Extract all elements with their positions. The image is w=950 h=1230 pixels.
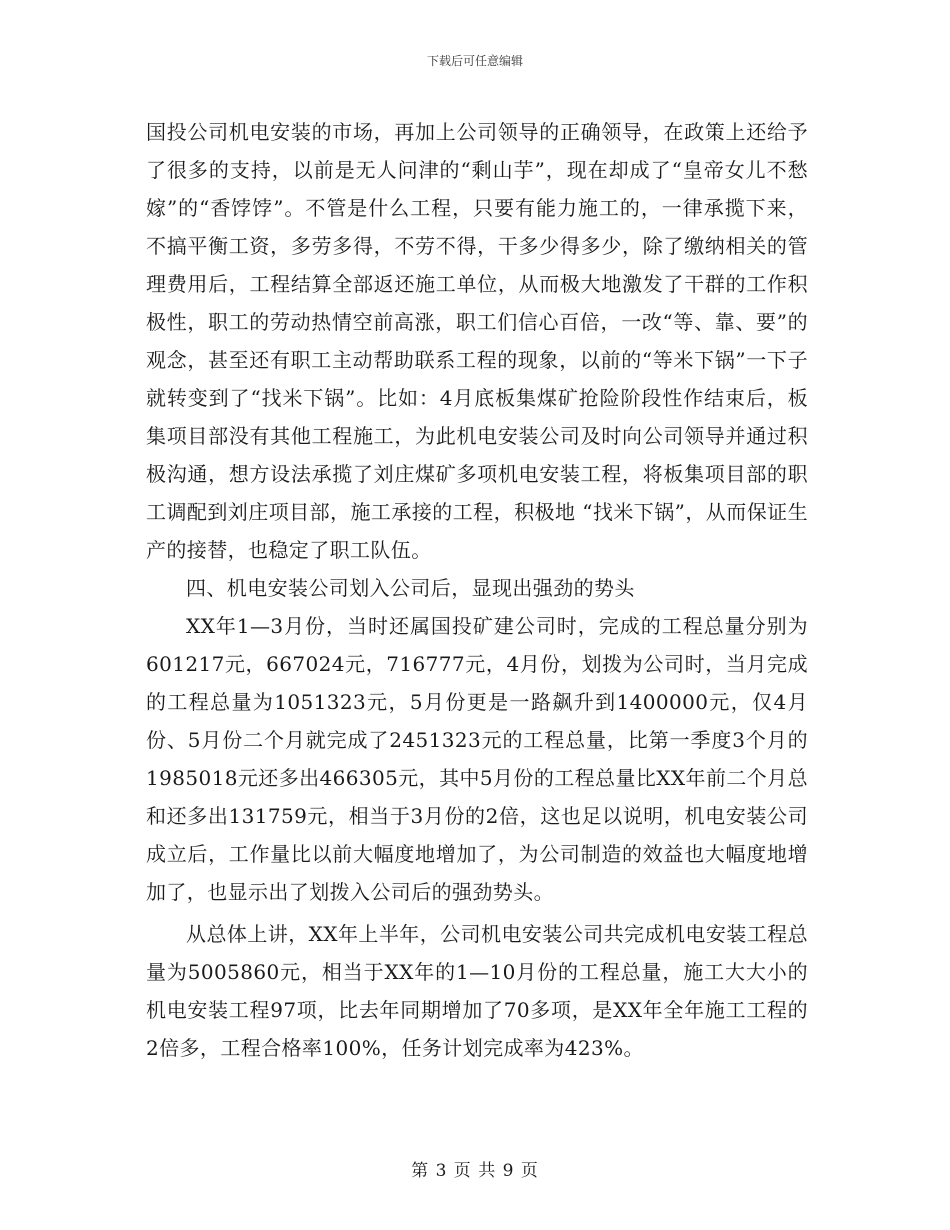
paragraph-quarterly-output: XX年1—3月份，当时还属国投矿建公司时，完成的工程总量分别为601217元，667024元，716777元，4月份，划拨为公司时，当月完成的工程总量为1051323元，5月份更是一路飙升到1400000元，仅4月份、5月份二个月就完成了2451323元的工程总量，比第一季度3个月的1985018元还多出466305元，其中5月份的工程总量比XX年前二个月总和还多出131759元，相当于3月份的2倍，这也足以说明，机电安装公司成立后，工作量比以前大幅度地增加了，为公司制造的效益也大幅度地增加了，也显示出了划拨入公司后的强劲势头。 bbox=[146, 614, 808, 904]
paragraph-half-year-summary: 从总体上讲，XX年上半年，公司机电安装公司共完成机电安装工程总量为5005860元，相当于XX年的1—10月份的工程总量，施工大大小的机电安装工程97项，比去年同期增加了70多项，是XX年全年施工工程的2倍多，工程合格率100%，任务计划完成率为423%。 bbox=[146, 922, 808, 1060]
page-header: 下载后可任意编辑 bbox=[426, 54, 523, 68]
document-body bbox=[146, 113, 808, 1067]
paragraph-continuation: 国投公司机电安装的市场，再加上公司领导的正确领导，在政策上还给予了很多的支持，以前是无人问津的“剩山芋”，现在却成了“皇帝女儿不愁嫁”的“香饽饽”。不管是什么工程，只要有能力施工的，一律承揽下来，不搞平衡工资，多劳多得，不劳不得，干多少得多少，除了缴纳相关的管理费用后，工程结算全部返还施工单位，从而极大地激发了干群的工作积极性，职工的劳动热情空前高涨，职工们信心百倍，一改“等、靠、要”的观念，甚至还有职工主动帮助联系工程的现象，以前的“等米下锅”一下子就转变到了“找米下锅”。比如：4月底板集煤矿抢险阶段性作结束后，板集项目部没有其他工程施工，为此机电安装公司及时向公司领导并通过积极沟通，想方设法承揽了刘庄煤矿多项机电安装工程，将板集项目部的职工调配到刘庄项目部，施工承接的工程，积极地 “找米下锅”，从而保证生产的接替，也稳定了职工队伍。 bbox=[146, 120, 808, 562]
section-heading: 四、机电安装公司划入公司后，显现出强劲的势头 bbox=[186, 576, 635, 600]
page-number: 第 3 页 共 9 页 bbox=[411, 1161, 539, 1181]
